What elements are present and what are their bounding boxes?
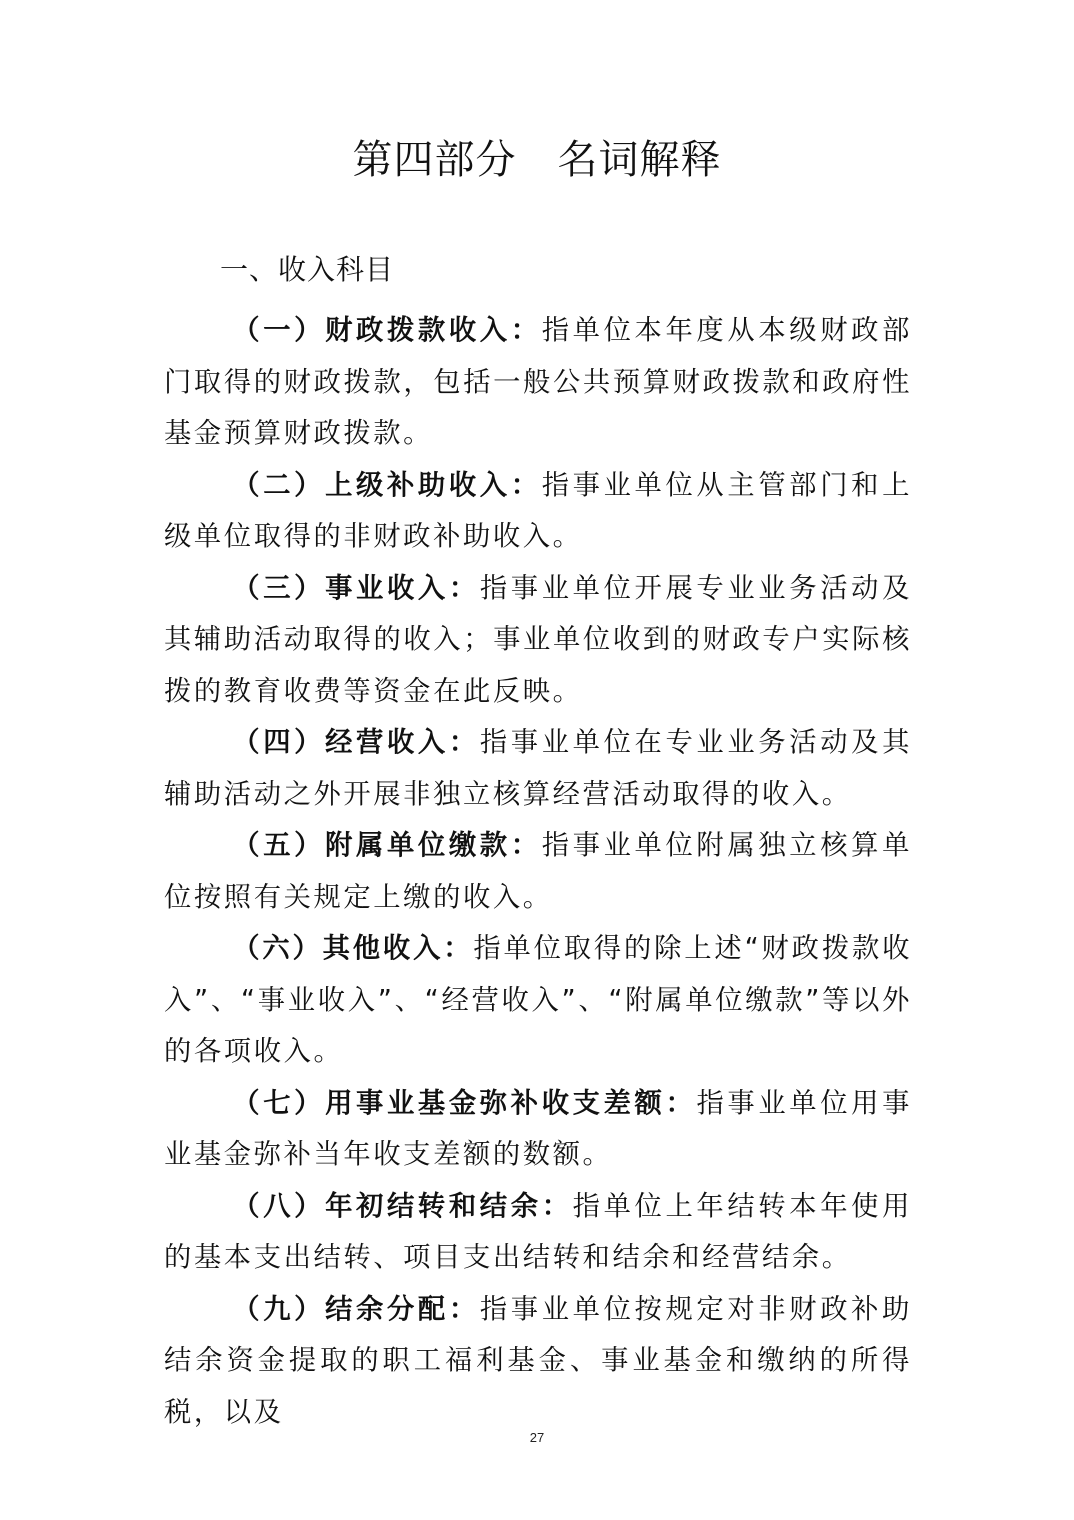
definition-text: 指事业单位在专业业务活动及其辅助活动之外开展非独立核算经营活动取得的收入。 [164,727,912,810]
definition-text: 指事业单位用事业基金弥补当年收支差额的数额。 [164,1087,913,1170]
definition-term: （九）结余分配： [232,1293,480,1325]
definition-term: （四）经营收入： [232,727,480,758]
definition-paragraph [164,923,912,1078]
definition-text: 指事业单位从主管部门和上级单位取得的非财政补助收入。 [164,469,912,552]
definition-text: 指事业单位附属独立核算单位按照有关规定上缴的收入。 [164,830,912,913]
definition-term: （八）年初结转和结余： [232,1190,573,1222]
document-body [164,305,912,1438]
section-heading: 一、收入科目 [220,253,395,286]
definition-text: 指事业单位按规定对非财政补助结余资金提取的职工福利基金、事业基金和缴纳的所得税，以及 [164,1293,912,1428]
definition-paragraph [164,563,912,718]
definition-term: （二）上级补助收入： [232,469,542,501]
definition-term: （五）附属单位缴款： [232,830,542,861]
definition-term: （七）用事业基金弥补收支差额： [232,1087,697,1119]
definition-text: 指事业单位开展专业业务活动及其辅助活动取得的收入；事业单位收到的财政专户实际核拨的教育收费等资金在此反映。 [164,572,912,707]
definition-term: （六）其他收入： [232,933,474,964]
definition-paragraph [164,717,912,820]
definition-paragraph [164,820,912,923]
page-number: 27 [529,1430,545,1445]
definition-paragraph [164,1078,912,1181]
definition-text: 指单位上年结转本年使用的基本支出结转、项目支出结转和结余和经营结余。 [164,1190,912,1273]
definition-text: 指单位取得的除上述“财政拨款收入”、“事业收入”、“经营收入”、“附属单位缴款”等以外的各项收入。 [164,933,912,1067]
definition-term: （一）财政拨款收入： [232,315,542,346]
definition-term: （三）事业收入： [232,572,480,604]
definition-paragraph [164,305,912,460]
definition-paragraph [164,460,912,563]
page-title: 第四部分 名词解释 [352,137,722,183]
definition-paragraph [164,1181,912,1284]
definition-text: 指单位本年度从本级财政部门取得的财政拨款，包括一般公共预算财政拨款和政府性基金预算财政拨款。 [164,315,912,449]
definition-paragraph [164,1284,912,1439]
